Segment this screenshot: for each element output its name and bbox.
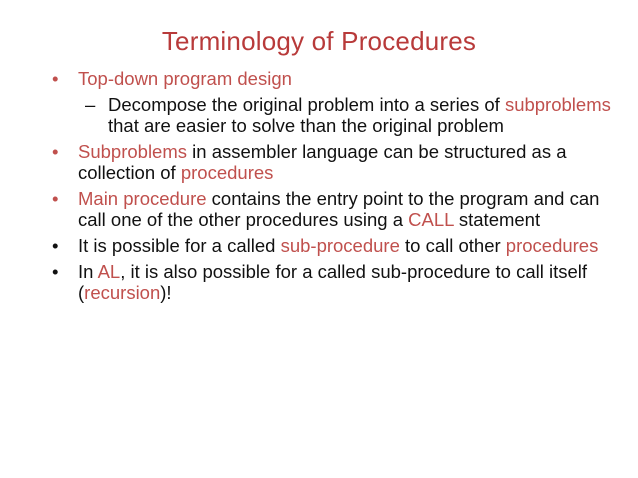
bullet-3-highlight-2: CALL [408,209,454,230]
bullet-4-highlight-2: procedures [505,235,599,256]
bullet-2 [52,141,612,183]
bullet-2-highlight: Subproblems [78,141,188,162]
bullet-1-text: Top-down program design [78,68,292,89]
bullet-dot: • [52,68,59,89]
bullet-3-highlight: Main procedure [78,188,207,209]
bullet-dot: • [52,235,59,256]
bullet-5-part1: In [78,261,98,282]
sub-bullet-1 [52,94,612,136]
bullet-4 [52,235,612,256]
bullet-dot: • [52,141,59,162]
sub-bullet-1-highlight: subproblems [504,94,611,115]
slide-title: Terminology of Procedures [161,26,477,56]
bullet-2-highlight-2: procedures [180,162,274,183]
bullet-5-highlight-2: recursion [84,282,161,303]
bullet-4-part1: It is possible for a called [78,235,281,256]
bullet-3 [52,188,612,230]
bullet-1 [52,68,612,89]
bullet-5-highlight: AL [97,261,121,282]
bullet-5-part5: )! [160,282,172,303]
bullet-4-part3: to call other [399,235,506,256]
bullet-4-highlight: sub-procedure [280,235,400,256]
bullet-dot: • [52,261,59,282]
bullet-5 [52,261,612,303]
slide-content [52,68,612,308]
sub-bullet-1-part1: Decompose the original problem into a series of [108,94,505,115]
sub-bullet-1-part3: that are easier to solve than the original problem [108,115,504,136]
sub-bullet-dash: – [85,94,96,115]
bullet-3-part4: statement [453,209,541,230]
bullet-dot: • [52,188,59,209]
bullet-2-part2: in assembler language can be structured as a collection of [78,141,567,183]
bullet-5-part3: , it is also possible for a called sub-procedure to call itself ( [78,261,588,303]
bullet-3-part2: contains the entry point to the program and can call one of the other procedures using a [78,188,600,230]
